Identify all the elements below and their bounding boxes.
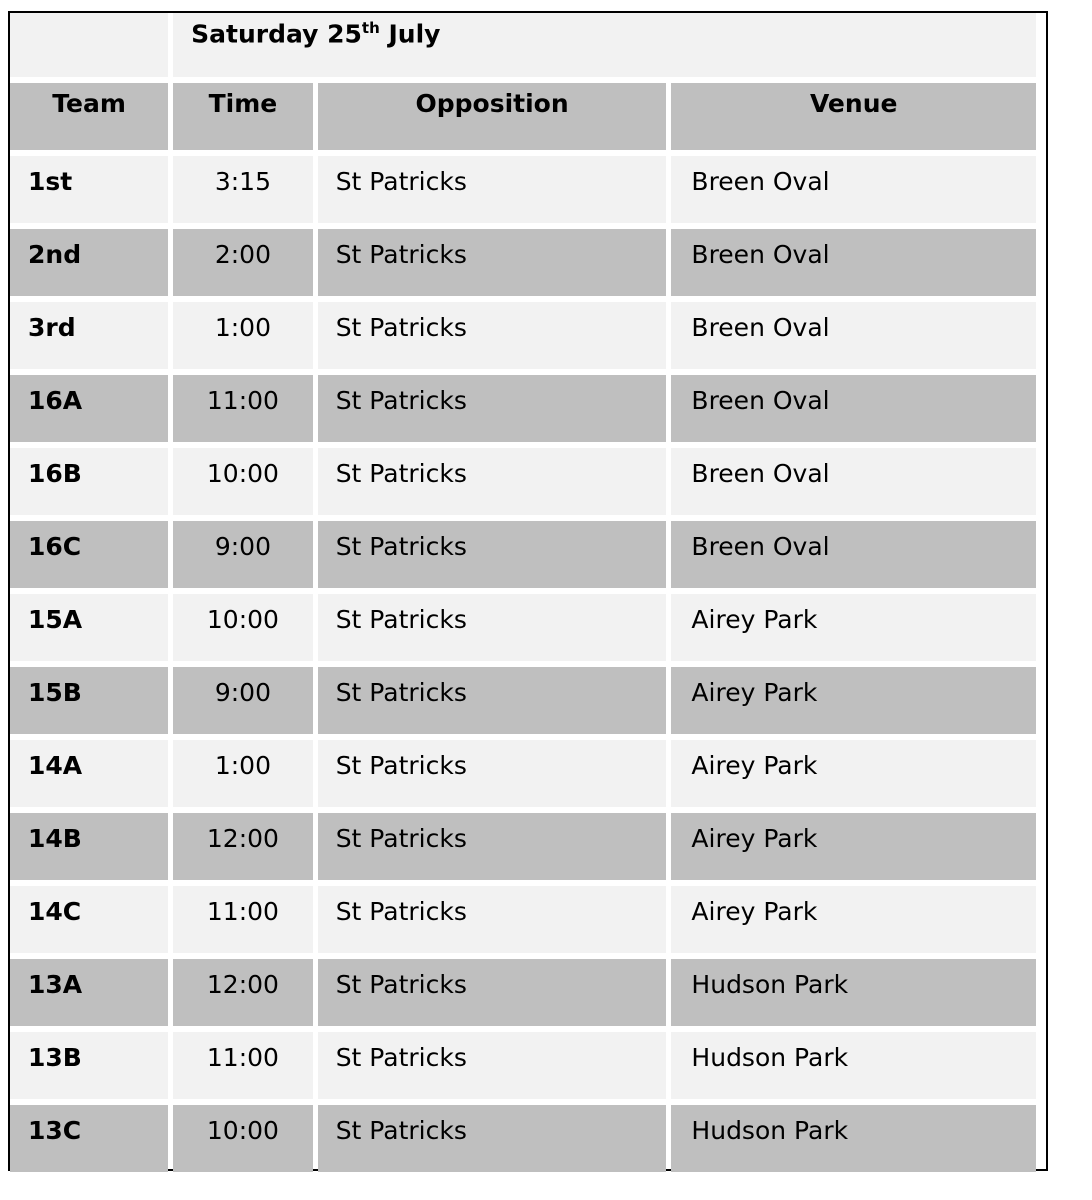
team-cell: 13A — [10, 959, 168, 1026]
time-cell: 3:15 — [173, 156, 313, 223]
table-row — [10, 448, 1036, 515]
opposition-cell: St Patricks — [318, 1032, 667, 1099]
venue-cell: Hudson Park — [671, 959, 1036, 1026]
time-cell: 10:00 — [173, 594, 313, 661]
time-cell: 12:00 — [173, 959, 313, 1026]
table-row — [10, 1105, 1036, 1172]
time-cell: 9:00 — [173, 667, 313, 734]
table-row — [10, 521, 1036, 588]
venue-cell: Hudson Park — [671, 1032, 1036, 1099]
opposition-cell: St Patricks — [318, 886, 667, 953]
time-cell: 10:00 — [173, 448, 313, 515]
date-row-blank-cell — [10, 13, 168, 77]
team-cell: 16C — [10, 521, 168, 588]
team-cell: 14A — [10, 740, 168, 807]
team-cell: 16A — [10, 375, 168, 442]
time-cell: 1:00 — [173, 740, 313, 807]
table-row — [10, 886, 1036, 953]
time-cell: 2:00 — [173, 229, 313, 296]
team-cell: 14B — [10, 813, 168, 880]
team-cell: 14C — [10, 886, 168, 953]
table-row — [10, 740, 1036, 807]
time-cell: 12:00 — [173, 813, 313, 880]
opposition-cell: St Patricks — [318, 740, 667, 807]
header-team: Team — [10, 83, 168, 150]
table-row — [10, 1032, 1036, 1099]
date-title — [173, 13, 1036, 48]
table-row — [10, 375, 1036, 442]
team-cell: 15A — [10, 594, 168, 661]
table-row — [10, 813, 1036, 880]
venue-cell: Hudson Park — [671, 1105, 1036, 1172]
time-cell: 9:00 — [173, 521, 313, 588]
date-prefix: Saturday 25 — [191, 19, 362, 49]
opposition-cell: St Patricks — [318, 959, 667, 1026]
team-cell: 16B — [10, 448, 168, 515]
venue-cell: Airey Park — [671, 813, 1036, 880]
venue-cell: Breen Oval — [671, 229, 1036, 296]
time-cell: 11:00 — [173, 1032, 313, 1099]
header-time: Time — [173, 83, 313, 150]
opposition-cell: St Patricks — [318, 375, 667, 442]
venue-cell: Airey Park — [671, 740, 1036, 807]
opposition-cell: St Patricks — [318, 594, 667, 661]
table-row — [10, 229, 1036, 296]
date-month: July — [379, 19, 441, 49]
venue-cell: Airey Park — [671, 886, 1036, 953]
opposition-cell: St Patricks — [318, 521, 667, 588]
time-cell: 11:00 — [173, 375, 313, 442]
opposition-cell: St Patricks — [318, 667, 667, 734]
opposition-cell: St Patricks — [318, 156, 667, 223]
fixture-table — [5, 7, 1041, 1178]
venue-cell: Breen Oval — [671, 302, 1036, 369]
table-row — [10, 156, 1036, 223]
time-cell: 10:00 — [173, 1105, 313, 1172]
opposition-cell: St Patricks — [318, 448, 667, 515]
team-cell: 13B — [10, 1032, 168, 1099]
venue-cell: Airey Park — [671, 594, 1036, 661]
time-cell: 1:00 — [173, 302, 313, 369]
opposition-cell: St Patricks — [318, 229, 667, 296]
venue-cell: Breen Oval — [671, 521, 1036, 588]
venue-cell: Breen Oval — [671, 448, 1036, 515]
team-cell: 1st — [10, 156, 168, 223]
opposition-cell: St Patricks — [318, 1105, 667, 1172]
venue-cell: Breen Oval — [671, 375, 1036, 442]
team-cell: 3rd — [10, 302, 168, 369]
opposition-cell: St Patricks — [318, 813, 667, 880]
table-row — [10, 302, 1036, 369]
date-cell — [173, 13, 1036, 77]
team-cell: 13C — [10, 1105, 168, 1172]
table-row — [10, 594, 1036, 661]
fixture-sheet — [8, 11, 1048, 1171]
header-row — [10, 83, 1036, 150]
table-row — [10, 667, 1036, 734]
time-cell: 11:00 — [173, 886, 313, 953]
header-venue: Venue — [671, 83, 1036, 150]
date-ordinal-suffix: th — [361, 19, 380, 37]
opposition-cell: St Patricks — [318, 302, 667, 369]
team-cell: 15B — [10, 667, 168, 734]
date-row — [10, 13, 1036, 77]
venue-cell: Airey Park — [671, 667, 1036, 734]
table-row — [10, 959, 1036, 1026]
venue-cell: Breen Oval — [671, 156, 1036, 223]
header-opposition: Opposition — [318, 83, 667, 150]
team-cell: 2nd — [10, 229, 168, 296]
